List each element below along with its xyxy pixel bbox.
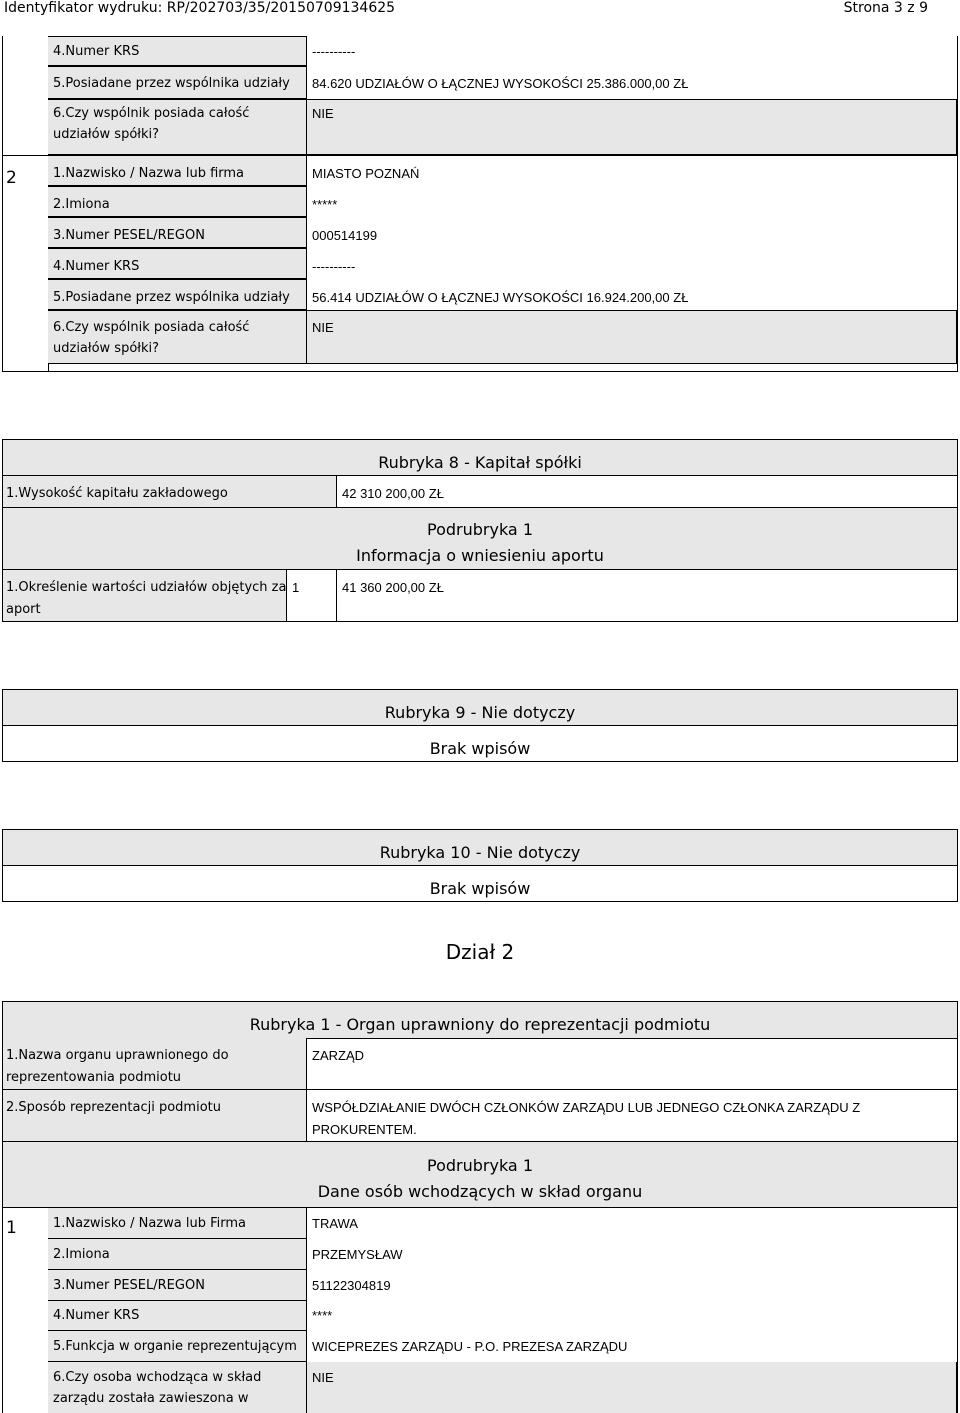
members-subsection-subtitle: Dane osób wchodzących w skład organu: [317, 1182, 643, 1201]
shareholder-2-all-shares-label-1: 6.Czy wspólnik posiada całość: [53, 320, 250, 335]
shareholder-2-shares-value: 56.414 UDZIAŁÓW O ŁĄCZNEJ WYSOKOŚCI 16.924.200,00 ZŁ: [312, 290, 689, 305]
member-1-number: 1: [6, 1218, 17, 1238]
shareholder-1-krs-label: 4.Numer KRS: [53, 44, 140, 59]
member-1-name-label: 1.Nazwisko / Nazwa lub Firma: [53, 1216, 246, 1231]
rubryka-1-title: Rubryka 1 - Organ uprawniony do reprezentacji podmiotu: [249, 1015, 711, 1034]
member-1-firstnames-label: 2.Imiona: [53, 1247, 110, 1262]
aport-label-2: aport: [6, 602, 41, 617]
organ-value: ZARZĄD: [312, 1048, 364, 1063]
shareholder-2-all-shares-value: NIE: [312, 320, 334, 335]
capital-label: 1.Wysokość kapitału zakładowego: [6, 486, 228, 501]
representation-method-value-2: PROKURENTEM.: [312, 1122, 417, 1137]
shareholder-2-krs-label: 4.Numer KRS: [53, 259, 140, 274]
organ-label-1: 1.Nazwa organu uprawnionego do: [6, 1048, 229, 1063]
rubryka-9-title: Rubryka 9 - Nie dotyczy: [384, 703, 576, 722]
shareholder-2-krs-value: ----------: [312, 259, 356, 274]
representation-method-label: 2.Sposób reprezentacji podmiotu: [6, 1100, 221, 1115]
shareholder-1-all-shares-label-2: udziałów spółki?: [53, 127, 160, 142]
shareholder-2-pesel-label: 3.Numer PESEL/REGON: [53, 228, 205, 243]
shareholder-2-firstnames-value: *****: [312, 197, 338, 212]
page-number: Strona 3 z 9: [843, 0, 928, 16]
member-1-suspended-value: NIE: [312, 1370, 334, 1385]
rubryka-9-note: Brak wpisów: [429, 739, 531, 758]
aport-number: 1: [292, 580, 300, 595]
aport-subsection-subtitle: Informacja o wniesieniu aportu: [356, 546, 604, 565]
capital-value: 42 310 200,00 ZŁ: [342, 486, 444, 501]
organ-label-2: reprezentowania podmiotu: [6, 1070, 182, 1085]
aport-value: 41 360 200,00 ZŁ: [342, 580, 444, 595]
rubryka-10-title: Rubryka 10 - Nie dotyczy: [379, 843, 581, 862]
member-1-krs-label: 4.Numer KRS: [53, 1308, 140, 1323]
shareholder-2-pesel-value: 000514199: [312, 228, 378, 243]
shareholder-1-shares-label: 5.Posiadane przez wspólnika udziały: [53, 76, 290, 91]
member-1-function-value: WICEPREZES ZARZĄDU - P.O. PREZESA ZARZĄDU: [312, 1339, 628, 1354]
member-1-name-value: TRAWA: [312, 1216, 358, 1231]
member-1-function-label: 5.Funkcja w organie reprezentującym: [53, 1339, 297, 1354]
aport-label-1: 1.Określenie wartości udziałów objętych za: [6, 580, 287, 595]
shareholder-1-krs-value: ----------: [312, 44, 356, 59]
shareholder-1-shares-value: 84.620 UDZIAŁÓW O ŁĄCZNEJ WYSOKOŚCI 25.386.000,00 ZŁ: [312, 76, 689, 91]
shareholder-2-name-label: 1.Nazwisko / Nazwa lub firma: [53, 166, 245, 181]
representation-method-value-1: WSPÓŁDZIAŁANIE DWÓCH CZŁONKÓW ZARZĄDU LUB JEDNEGO CZŁONKA ZARZĄDU Z: [312, 1100, 861, 1115]
member-1-suspended-label-2: zarządu została zawieszona w: [53, 1391, 249, 1406]
shareholder-1-all-shares-value: NIE: [312, 106, 334, 121]
shareholder-2-name-value: MIASTO POZNAŃ: [312, 166, 420, 181]
print-identifier: Identyfikator wydruku: RP/202703/35/20150709134625: [4, 0, 396, 16]
member-1-pesel-value: 51122304819: [312, 1278, 391, 1293]
shareholder-2-number: 2: [6, 168, 17, 188]
member-1-firstnames-value: PRZEMYSŁAW: [312, 1247, 403, 1262]
rubryka-8-title: Rubryka 8 - Kapitał spółki: [378, 453, 582, 472]
shareholder-2-firstnames-label: 2.Imiona: [53, 197, 110, 212]
member-1-suspended-label-1: 6.Czy osoba wchodząca w skład: [53, 1370, 262, 1385]
shareholder-2-all-shares-label-2: udziałów spółki?: [53, 341, 160, 356]
shareholder-1-all-shares-label-1: 6.Czy wspólnik posiada całość: [53, 106, 250, 121]
aport-subsection-title: Podrubryka 1: [427, 520, 533, 539]
members-subsection-title: Podrubryka 1: [427, 1156, 533, 1175]
shareholder-2-shares-label: 5.Posiadane przez wspólnika udziały: [53, 290, 290, 305]
section-title: Dział 2: [445, 940, 515, 964]
rubryka-10-note: Brak wpisów: [429, 879, 531, 898]
member-1-pesel-label: 3.Numer PESEL/REGON: [53, 1278, 205, 1293]
member-1-krs-value: ****: [312, 1308, 333, 1323]
